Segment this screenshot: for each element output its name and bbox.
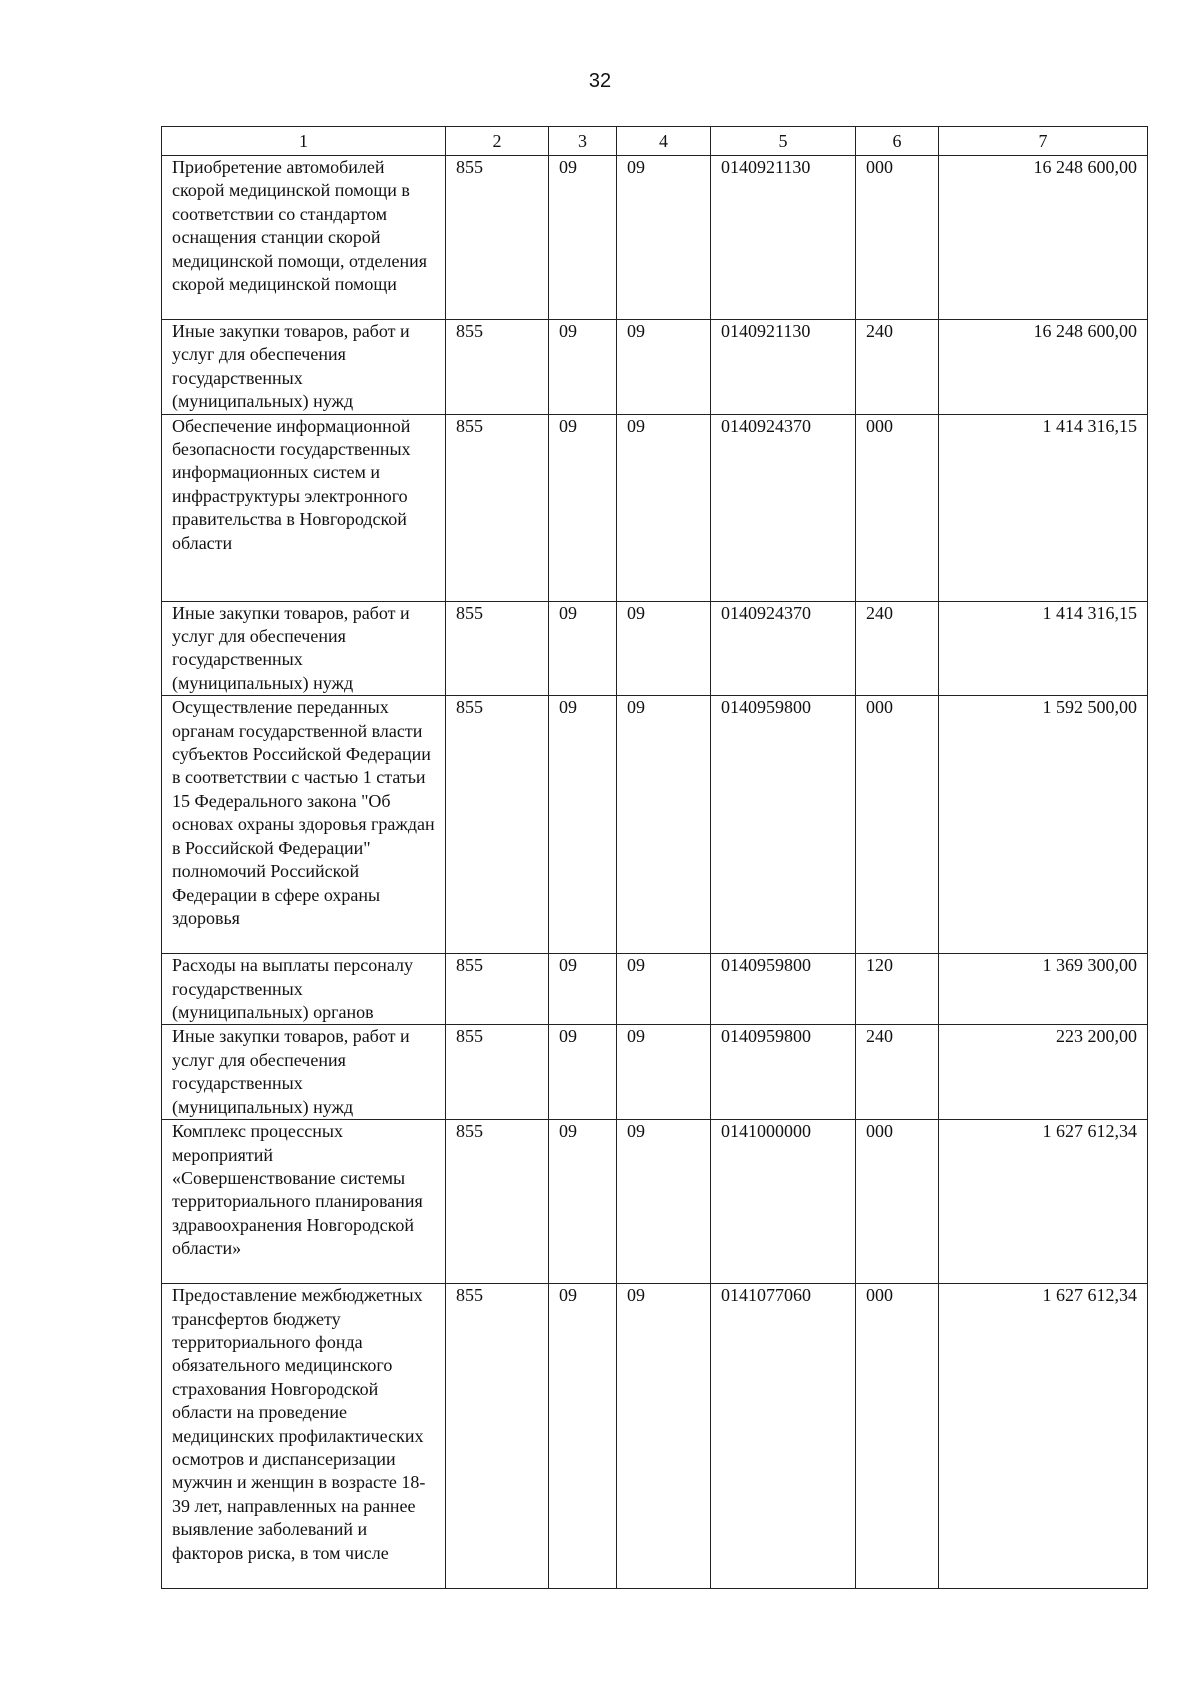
- header-cell-4: 4: [617, 127, 711, 156]
- row-name-cell: Расходы на выплаты персоналу государственных (муниципальных) органов: [162, 954, 446, 1025]
- table-row: [162, 954, 1148, 1025]
- section-cell: 09: [549, 156, 617, 320]
- section-cell: 09: [549, 954, 617, 1025]
- target-article-cell: 0140924370: [711, 414, 856, 601]
- section-cell: 09: [549, 601, 617, 696]
- amount-cell: 1 627 612,34: [939, 1284, 1148, 1589]
- expense-type-cell: 000: [856, 696, 939, 954]
- amount-cell: 1 414 316,15: [939, 414, 1148, 601]
- target-article-cell: 0140959800: [711, 1025, 856, 1120]
- subsection-cell: 09: [617, 696, 711, 954]
- budget-table: [161, 126, 1148, 1589]
- target-article-cell: 0140921130: [711, 156, 856, 320]
- header-cell-6: 6: [856, 127, 939, 156]
- subsection-cell: 09: [617, 954, 711, 1025]
- row-name-cell: Комплекс процессных мероприятий «Совершенствование системы территориального планирования здравоохранения Новгородской области»: [162, 1120, 446, 1284]
- row-name-cell: Предоставление межбюджетных трансфертов бюджету территориального фонда обязательного медицинского страхования Новгородской области на проведение медицинских профилактических осмотров и диспансеризации мужчин и женщин в возрасте 18-39 лет, направленных на раннее выявление заболеваний и факторов риска, в том числе: [162, 1284, 446, 1589]
- code-cell: 855: [446, 1120, 549, 1284]
- section-cell: 09: [549, 320, 617, 415]
- target-article-cell: 0141077060: [711, 1284, 856, 1589]
- header-cell-1: 1: [162, 127, 446, 156]
- page-number: 32: [588, 70, 612, 92]
- row-name-cell: Осуществление переданных органам государственной власти субъектов Российской Федерации в соответствии с частью 1 статьи 15 Федерального закона "Об основах охраны здоровья граждан в Российской Федерации" полномочий Российской Федерации в сфере охраны здоровья: [162, 696, 446, 954]
- section-cell: 09: [549, 414, 617, 601]
- table-row: [162, 1284, 1148, 1589]
- table-row: [162, 414, 1148, 601]
- header-cell-7: 7: [939, 127, 1148, 156]
- code-cell: 855: [446, 320, 549, 415]
- amount-cell: 223 200,00: [939, 1025, 1148, 1120]
- target-article-cell: 0140959800: [711, 696, 856, 954]
- subsection-cell: 09: [617, 1284, 711, 1589]
- amount-cell: 1 627 612,34: [939, 1120, 1148, 1284]
- subsection-cell: 09: [617, 601, 711, 696]
- amount-cell: 1 369 300,00: [939, 954, 1148, 1025]
- header-cell-3: 3: [549, 127, 617, 156]
- section-cell: 09: [549, 1120, 617, 1284]
- amount-cell: 16 248 600,00: [939, 320, 1148, 415]
- table-row: [162, 320, 1148, 415]
- code-cell: 855: [446, 601, 549, 696]
- code-cell: 855: [446, 1025, 549, 1120]
- subsection-cell: 09: [617, 1120, 711, 1284]
- expense-type-cell: 240: [856, 601, 939, 696]
- target-article-cell: 0140959800: [711, 954, 856, 1025]
- header-cell-5: 5: [711, 127, 856, 156]
- target-article-cell: 0140921130: [711, 320, 856, 415]
- expense-type-cell: 000: [856, 1120, 939, 1284]
- subsection-cell: 09: [617, 414, 711, 601]
- row-name-cell: Иные закупки товаров, работ и услуг для обеспечения государственных (муниципальных) нужд: [162, 1025, 446, 1120]
- table-row: [162, 1120, 1148, 1284]
- expense-type-cell: 000: [856, 156, 939, 320]
- amount-cell: 16 248 600,00: [939, 156, 1148, 320]
- expense-type-cell: 240: [856, 1025, 939, 1120]
- table-row: [162, 696, 1148, 954]
- expense-type-cell: 120: [856, 954, 939, 1025]
- code-cell: 855: [446, 156, 549, 320]
- row-name-cell: Иные закупки товаров, работ и услуг для обеспечения государственных (муниципальных) нужд: [162, 601, 446, 696]
- target-article-cell: 0141000000: [711, 1120, 856, 1284]
- row-name-cell: Иные закупки товаров, работ и услуг для обеспечения государственных (муниципальных) нужд: [162, 320, 446, 415]
- subsection-cell: 09: [617, 1025, 711, 1120]
- table-row: [162, 1025, 1148, 1120]
- code-cell: 855: [446, 954, 549, 1025]
- row-name-cell: Обеспечение информационной безопасности государственных информационных систем и инфраструктуры электронного правительства в Новгородской области: [162, 414, 446, 601]
- row-name-cell: Приобретение автомобилей скорой медицинской помощи в соответствии со стандартом оснащения станции скорой медицинской помощи, отделения скорой медицинской помощи: [162, 156, 446, 320]
- table-row: [162, 156, 1148, 320]
- expense-type-cell: 000: [856, 1284, 939, 1589]
- column-number-row: [162, 127, 1148, 156]
- code-cell: 855: [446, 696, 549, 954]
- code-cell: 855: [446, 1284, 549, 1589]
- table-row: [162, 601, 1148, 696]
- expense-type-cell: 000: [856, 414, 939, 601]
- header-cell-2: 2: [446, 127, 549, 156]
- expense-type-cell: 240: [856, 320, 939, 415]
- subsection-cell: 09: [617, 320, 711, 415]
- amount-cell: 1 414 316,15: [939, 601, 1148, 696]
- section-cell: 09: [549, 1284, 617, 1589]
- target-article-cell: 0140924370: [711, 601, 856, 696]
- subsection-cell: 09: [617, 156, 711, 320]
- code-cell: 855: [446, 414, 549, 601]
- section-cell: 09: [549, 1025, 617, 1120]
- section-cell: 09: [549, 696, 617, 954]
- amount-cell: 1 592 500,00: [939, 696, 1148, 954]
